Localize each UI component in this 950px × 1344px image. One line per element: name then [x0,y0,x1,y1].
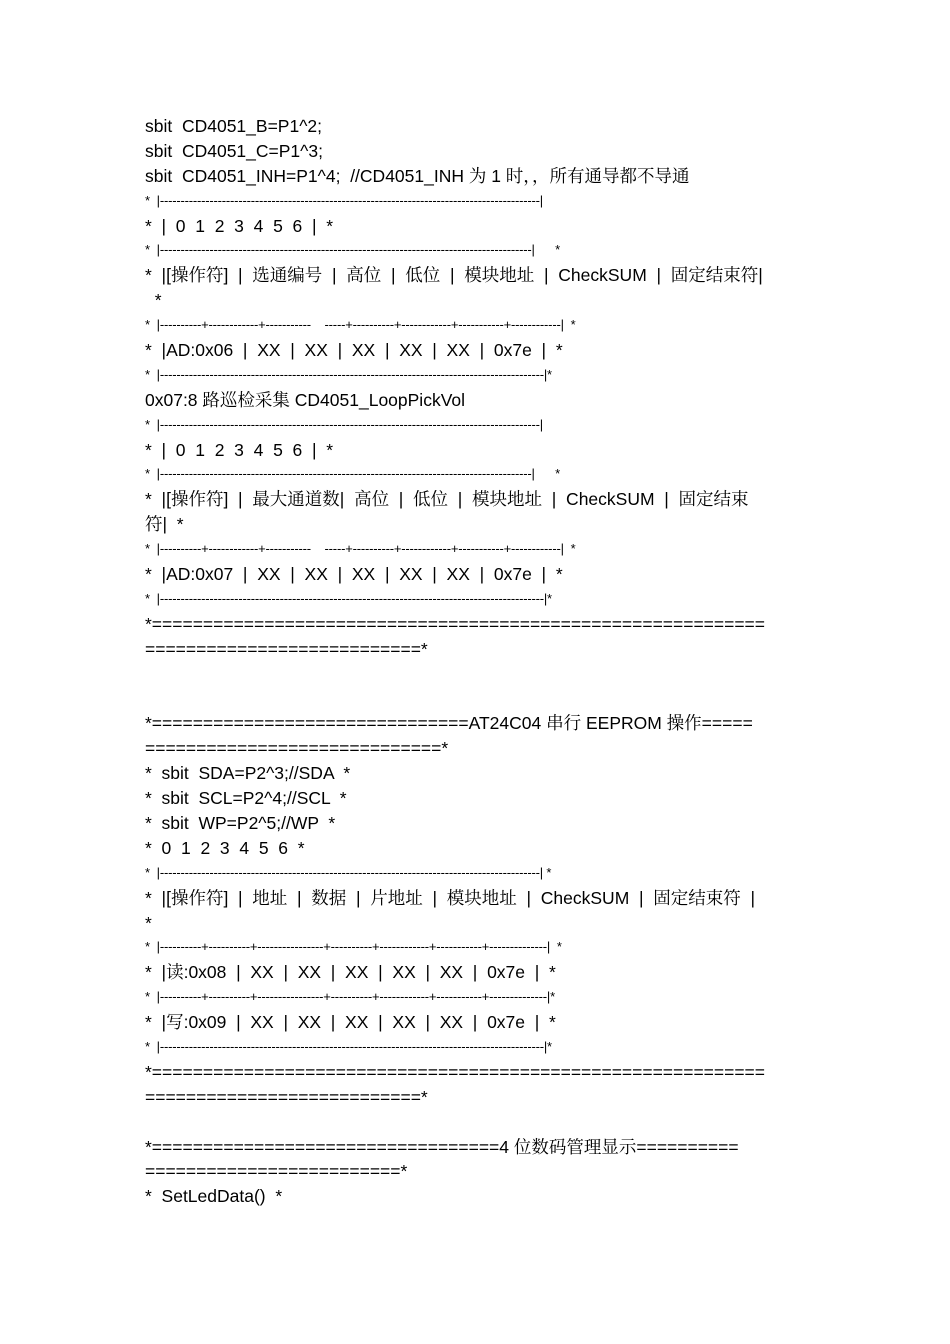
text-line: * |[操作符] | 最大通道数| 高位 | 低位 | 模块地址 | CheckSUM | 固定结束 [145,489,749,510]
blank-line [145,686,810,711]
text-line: * | 0 1 2 3 4 5 6 | * [145,215,334,236]
text-line: * |----------+------------+----------- -----+----------+------------+-----------+------------| * [145,541,576,557]
blank-line [145,662,810,687]
text-line: ===========================* [145,638,428,659]
text-line: * |---------------------------------------------------------------------------------------------|* [145,366,552,382]
text-line: * |AD:0x06 | XX | XX | XX | XX | XX | 0x7e | * [145,340,563,361]
text-line: ===========================* [145,1086,428,1107]
document-body [145,114,810,1209]
text-line: * SetLedData() * [145,1186,283,1207]
text-line: * |AD:0x07 | XX | XX | XX | XX | XX | 0x7e | * [145,564,563,585]
text-line: 符| * [145,514,184,535]
text-line: sbit CD4051_B=P1^2; [145,116,322,136]
text-line: * |---------------------------------------------------------------------------------------------|* [145,590,552,606]
text-line: sbit CD4051_C=P1^3; [145,140,323,161]
text-line: *============================================================ [145,1061,765,1082]
text-line: * |[操作符] | 地址 | 数据 | 片地址 | 模块地址 | CheckSUM | 固定结束符 | [145,887,756,908]
text-line: * |----------+----------+----------------+----------+------------+-----------+--------------|* [145,989,555,1005]
text-line: * [145,290,162,311]
text-line: * |[操作符] | 选通编号 | 高位 | 低位 | 模块地址 | CheckSUM | 固定结束符| [145,265,763,286]
text-line: *==================================4 位数码管理显示========== [145,1136,739,1157]
text-line: * | 0 1 2 3 4 5 6 | * [145,439,334,460]
text-line: * [145,912,152,933]
text-line: =========================* [145,1161,408,1182]
text-line: * |--------------------------------------------------------------------------------------------| * [145,864,552,880]
text-line: *===============================AT24C04 串行 EEPROM 操作===== [145,713,753,734]
blank-line [145,1110,810,1135]
text-line: * |----------+----------+----------------+----------+------------+-----------+--------------| * [145,939,562,955]
text-line: * sbit WP=P2^5;//WP * [145,812,336,833]
text-line: sbit CD4051_INH=P1^4; //CD4051_INH 为 1 时，，所有通导都不导通 [145,165,690,186]
text-line: * sbit SCL=P2^4;//SCL * [145,788,347,809]
text-line: * |---------------------------------------------------------------------------------------------|* [145,1038,552,1054]
text-line: =============================* [145,738,449,759]
text-line: * |--------------------------------------------------------------------------------------------| [145,416,543,432]
text-line: * |------------------------------------------------------------------------------------------| * [145,466,560,482]
text-line: * 0 1 2 3 4 5 6 * [145,837,305,858]
text-line: *============================================================ [145,613,765,634]
text-line: * |写:0x09 | XX | XX | XX | XX | XX | 0x7e | * [145,1012,556,1033]
text-line: * |------------------------------------------------------------------------------------------| * [145,242,560,258]
text-line: 0x07:8 路巡检采集 CD4051_LoopPickVol [145,389,466,410]
text-line: * |--------------------------------------------------------------------------------------------| [145,192,543,208]
text-line: * |----------+------------+----------- -----+----------+------------+-----------+------------| * [145,317,576,333]
text-line: * sbit SDA=P2^3;//SDA * [145,763,351,784]
text-line: * |读:0x08 | XX | XX | XX | XX | XX | 0x7e | * [145,962,556,983]
